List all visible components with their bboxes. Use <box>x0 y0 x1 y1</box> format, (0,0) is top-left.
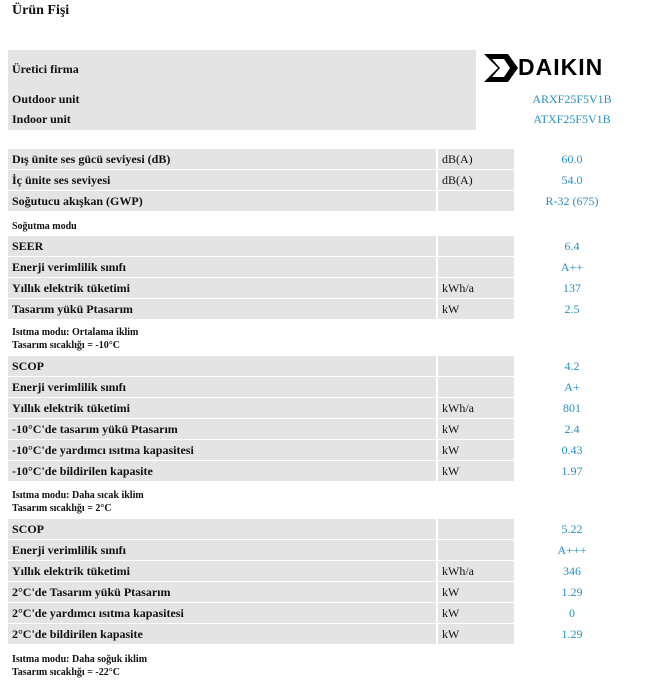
row-value: 0 <box>569 606 575 620</box>
table-row <box>8 519 624 539</box>
row-unit <box>438 191 514 211</box>
table-row <box>8 561 624 581</box>
heating-warm-title: Isıtma modu: Daha sıcak iklim <box>12 490 144 501</box>
row-label: Yıllık elektrik tüketimi <box>8 561 436 581</box>
row-value: A++ <box>560 260 584 274</box>
row-unit: kWh/a <box>438 278 514 298</box>
row-unit: kWh/a <box>438 398 514 418</box>
table-row <box>8 624 624 644</box>
row-value: A+ <box>564 380 580 394</box>
row-unit: dB(A) <box>438 170 514 190</box>
table-row <box>8 603 624 623</box>
table-row <box>8 170 624 190</box>
daikin-logo-mark-icon <box>484 52 520 84</box>
row-label: İç ünite ses seviyesi <box>8 170 436 190</box>
row-value: 6.4 <box>564 239 580 253</box>
row-unit: kW <box>438 461 514 481</box>
row-unit: kW <box>438 624 514 644</box>
row-label: Soğutucu akışkan (GWP) <box>8 191 436 211</box>
row-unit: kW <box>438 440 514 460</box>
page-title: Ürün Fişi <box>12 3 70 18</box>
row-unit: kW <box>438 299 514 319</box>
row-label: Enerji verimlilik sınıfı <box>8 377 436 397</box>
row-label: Yıllık elektrik tüketimi <box>8 398 436 418</box>
daikin-logo <box>482 52 640 84</box>
row-label: Enerji verimlilik sınıfı <box>8 540 436 560</box>
row-value: 1.97 <box>561 464 583 478</box>
heating-warm-subtitle: Tasarım sıcaklığı = 2°C <box>12 503 112 514</box>
table-row <box>8 257 624 277</box>
row-label: Yıllık elektrik tüketimi <box>8 278 436 298</box>
brand-name: DAIKIN <box>518 54 604 80</box>
heating-cold-title: Isıtma modu: Daha soğuk iklim <box>12 654 148 665</box>
row-unit <box>438 540 514 560</box>
row-value: 4.2 <box>564 359 580 373</box>
table-row <box>8 356 624 376</box>
row-label: -10°C'de tasarım yükü Ptasarım <box>8 419 436 439</box>
outdoor-unit-label: Outdoor unit <box>12 92 80 106</box>
row-label: SCOP <box>8 519 436 539</box>
row-unit <box>438 356 514 376</box>
indoor-unit-label: Indoor unit <box>12 112 71 126</box>
row-unit <box>438 257 514 277</box>
table-row <box>8 236 624 256</box>
table-row <box>8 440 624 460</box>
row-value: 2.5 <box>564 302 580 316</box>
row-unit: kW <box>438 419 514 439</box>
row-value: 2.4 <box>564 422 580 436</box>
row-unit: kW <box>438 582 514 602</box>
outdoor-unit-value: ARXF25F5V1B <box>532 92 612 106</box>
row-value: A+++ <box>557 543 587 557</box>
row-unit <box>438 519 514 539</box>
row-label: 2°C'de yardımcı ısıtma kapasitesi <box>8 603 436 623</box>
table-row <box>8 149 624 169</box>
heating-avg-title: Isıtma modu: Ortalama iklim <box>12 327 139 338</box>
row-unit: dB(A) <box>438 149 514 169</box>
row-value: 5.22 <box>561 522 583 536</box>
row-label: SCOP <box>8 356 436 376</box>
row-value: 60.0 <box>561 152 583 166</box>
row-value: 1.29 <box>561 627 583 641</box>
heating-cold-subtitle: Tasarım sıcaklığı = -22°C <box>12 667 120 678</box>
row-value: 137 <box>563 281 581 295</box>
cooling-section-title: Soğutma modu <box>12 221 77 232</box>
row-value: 0.43 <box>561 443 583 457</box>
row-label: Dış ünite ses gücü seviyesi (dB) <box>8 149 436 169</box>
row-label: 2°C'de bildirilen kapasite <box>8 624 436 644</box>
row-unit: kW <box>438 603 514 623</box>
row-label: -10°C'de bildirilen kapasite <box>8 461 436 481</box>
row-value: 54.0 <box>561 173 583 187</box>
row-unit <box>438 377 514 397</box>
table-row <box>8 299 624 319</box>
row-label: Tasarım yükü Ptasarım <box>8 299 436 319</box>
table-row <box>8 377 624 397</box>
row-value: 346 <box>563 564 581 578</box>
row-value: R-32 (675) <box>545 194 599 208</box>
row-unit <box>438 236 514 256</box>
row-unit: kWh/a <box>438 561 514 581</box>
table-row <box>8 398 624 418</box>
table-row <box>8 540 624 560</box>
manufacturer-label: Üretici firma <box>12 62 79 76</box>
heating-avg-subtitle: Tasarım sıcaklığı = -10°C <box>12 340 120 351</box>
row-value: 1.29 <box>561 585 583 599</box>
table-row <box>8 461 624 481</box>
table-row <box>8 278 624 298</box>
row-label: -10°C'de yardımcı ısıtma kapasitesi <box>8 440 436 460</box>
table-row <box>8 419 624 439</box>
table-row <box>8 191 624 211</box>
table-row <box>8 582 624 602</box>
row-value: 801 <box>563 401 581 415</box>
row-label: SEER <box>8 236 436 256</box>
row-label: 2°C'de Tasarım yükü Ptasarım <box>8 582 436 602</box>
indoor-unit-value: ATXF25F5V1B <box>533 112 611 126</box>
row-label: Enerji verimlilik sınıfı <box>8 257 436 277</box>
